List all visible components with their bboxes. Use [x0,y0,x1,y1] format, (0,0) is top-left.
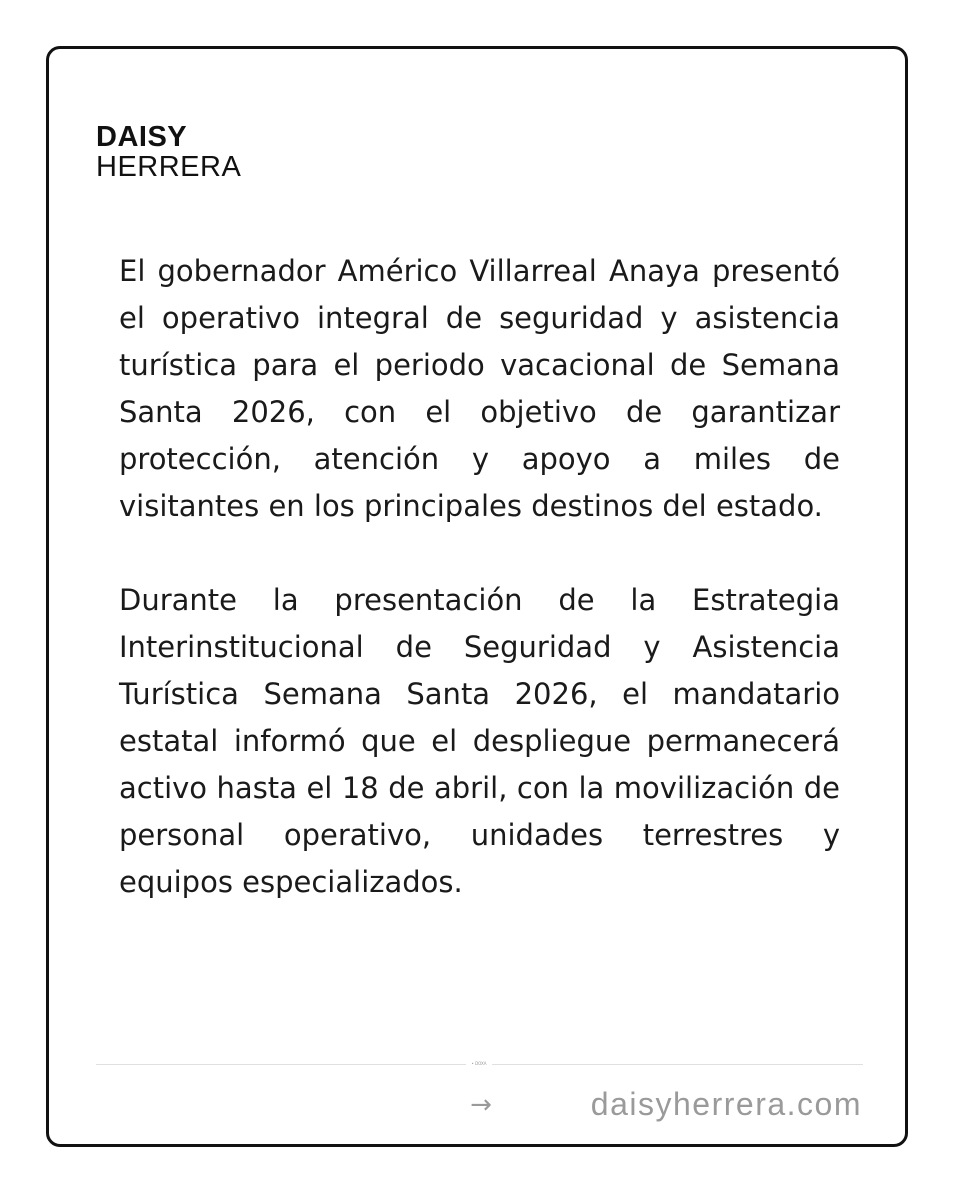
brand-first-name: DAISY [96,121,188,153]
footer-divider-left [96,1064,466,1065]
brand-last-name: HERRERA [96,151,242,183]
arrow-right-icon: → [470,1090,492,1120]
brand-logo [96,122,241,182]
website-link[interactable]: daisyherrera.com [590,1086,862,1122]
article-body [119,248,840,906]
article-paragraph-1: El gobernador Américo Villarreal Anaya presentó el operativo integral de seguridad y asistencia turística para el periodo vacacional de Semana Santa 2026, con el objetivo de garantizar protección, atención y apoyo a miles de visitantes en los principales destinos del estado. [119,254,840,523]
footer-divider-right [492,1064,863,1065]
article-paragraph-2: Durante la presentación de la Estrategia Interinstitucional de Seguridad y Asistencia Turística Semana Santa 2026, el mandatario estatal informó que el despliegue permanecerá activo hasta el 18 de abril, con la movilización de personal operativo, unidades terrestres y equipos especializados. [119,583,840,899]
divider-mark: • DOXA [471,1060,487,1066]
